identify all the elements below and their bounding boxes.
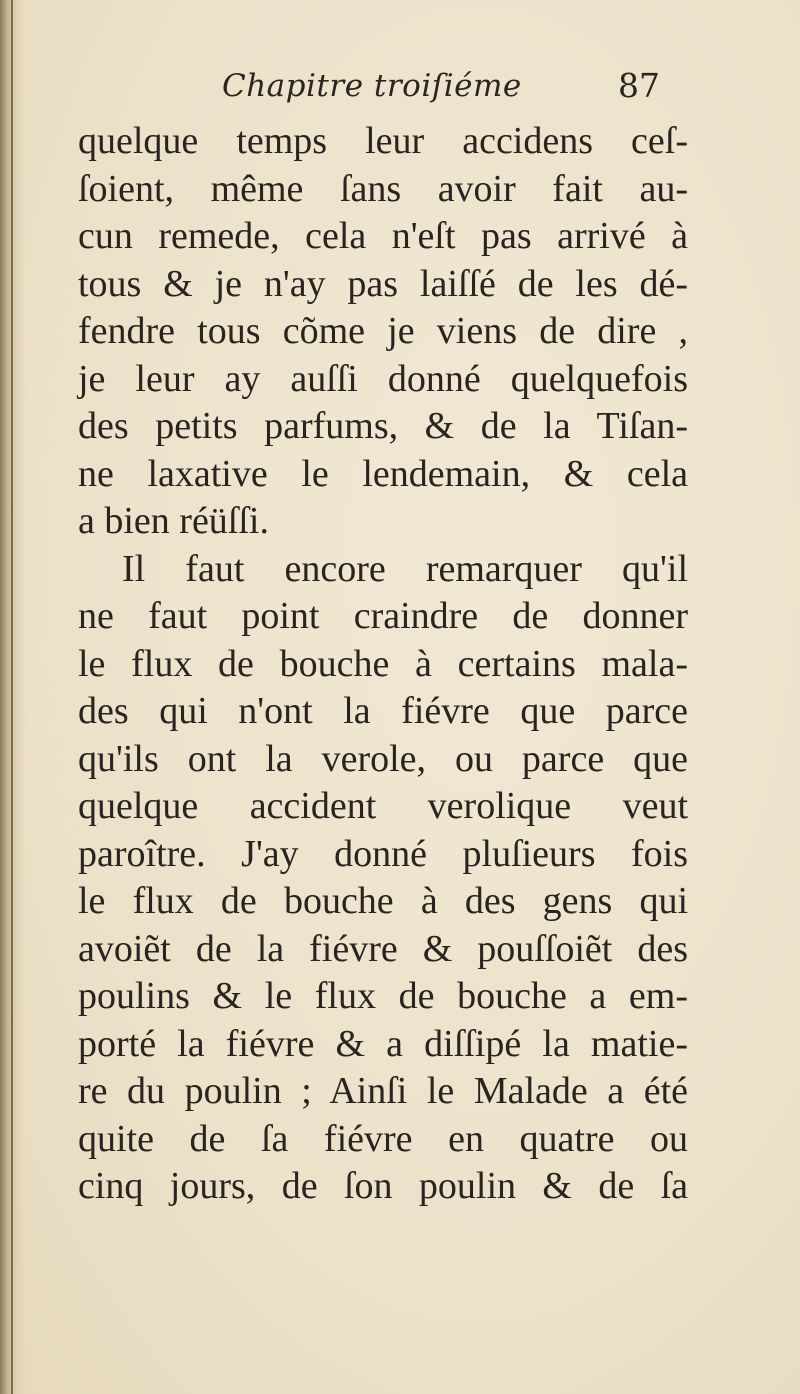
text-line: poulins & le flux de bouche a em- <box>78 975 688 1017</box>
running-title: Chapitre troiſiéme <box>222 68 522 104</box>
text-line: porté la fiévre & a diſſipé la matie- <box>78 1022 688 1065</box>
text-line: a bien réüſſi. <box>78 500 269 542</box>
text-line: avoiẽt de la fiévre & pouſſoiẽt des <box>78 927 688 970</box>
text-line: cinq jours, de ſon poulin & de ſa <box>78 1165 688 1207</box>
binding-edge <box>11 0 13 1394</box>
page-number: 87 <box>618 66 660 105</box>
text-line: qu'ils ont la verole, ou parce que <box>78 737 688 780</box>
binding-gutter <box>0 0 26 1394</box>
page-header <box>0 62 800 112</box>
text-line: des qui n'ont la fiévre que parce <box>78 690 688 732</box>
text-line: le flux de bouche à certains mala- <box>78 642 688 685</box>
text-line: le flux de bouche à des gens qui <box>78 880 688 922</box>
text-line: quelque accident verolique veut <box>78 785 688 827</box>
text-line: ne faut point craindre de donner <box>78 595 688 637</box>
body-text <box>78 118 688 1211</box>
text-line: ne laxative le lendemain, & cela <box>78 452 688 495</box>
text-line: tous & je n'ay pas laiſſé de les dé- <box>78 262 688 305</box>
text-line: je leur ay auſſi donné quelquefois <box>78 357 688 400</box>
text-line: re du poulin ; Ainſi le Malade a été <box>78 1070 688 1112</box>
text-line: paroître. J'ay donné pluſieurs fois <box>78 832 688 875</box>
text-line: quite de ſa fiévre en quatre ou <box>78 1117 688 1160</box>
text-line: quelque temps leur accidens ceſ- <box>78 120 688 162</box>
text-line: cun remede, cela n'eſt pas arrivé à <box>78 215 688 257</box>
text-line: ſoient, même ſans avoir fait au- <box>78 167 688 210</box>
text-line: des petits parfums, & de la Tiſan- <box>78 405 688 447</box>
text-line: fendre tous cõme je viens de dire , <box>78 310 688 352</box>
paragraph-start-line: Il faut encore remarquer qu'il <box>122 547 688 590</box>
